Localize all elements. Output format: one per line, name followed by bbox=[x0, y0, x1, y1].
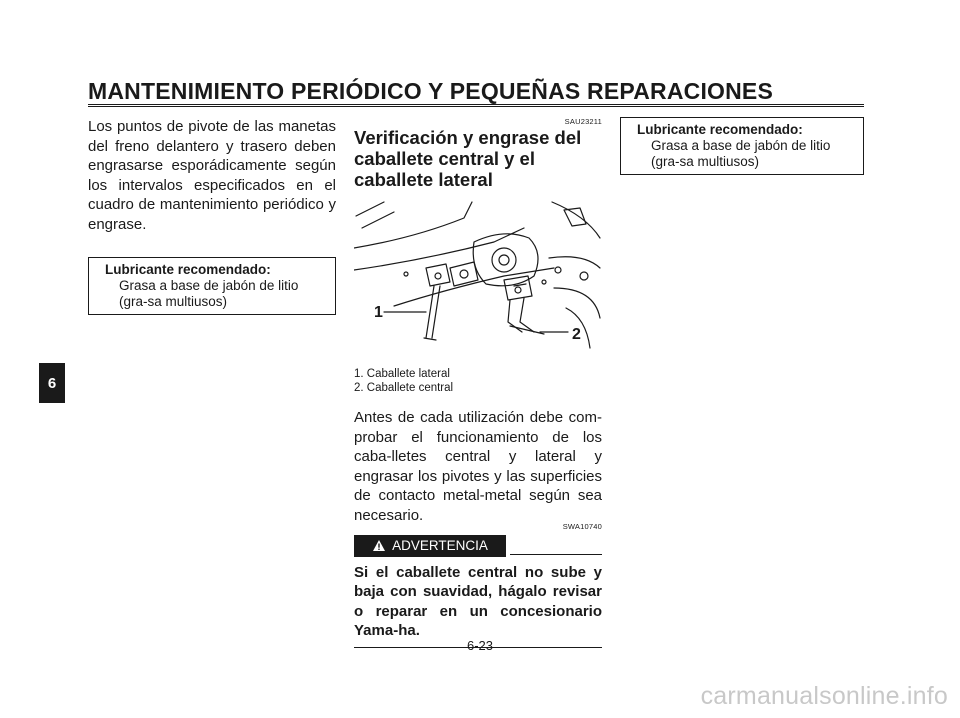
scooter-stand-drawing bbox=[354, 198, 602, 368]
lubricant-box bbox=[88, 257, 336, 315]
caption-1: 1. Caballete lateral bbox=[354, 368, 450, 380]
warning-badge bbox=[354, 535, 506, 557]
column-2 bbox=[354, 117, 602, 648]
header-rule bbox=[88, 104, 864, 107]
column-3 bbox=[620, 117, 864, 175]
lubricant-text-2: Grasa a base de jabón de litio (gra-sa multiusos) bbox=[651, 138, 831, 169]
stand-paragraph: Antes de cada utilización debe com-probar el funcionamiento de los caba-lletes central y lateral y engrasar los pivotes y las superficies de contacto metal-metal según sea necesario. bbox=[354, 409, 602, 524]
lubricant-text: Grasa a base de jabón de litio (gra-sa multiusos) bbox=[119, 277, 299, 309]
lubricant-title-2: Lubricante recomendado: bbox=[637, 122, 803, 137]
page-number: 6-23 bbox=[466, 638, 494, 653]
section-code: SAU23211 bbox=[564, 117, 602, 126]
warning-code: SWA10740 bbox=[562, 521, 602, 531]
figure-label-2: 2 bbox=[572, 326, 581, 343]
warning-header bbox=[354, 535, 602, 557]
lubricant-box-2 bbox=[620, 117, 864, 175]
lubricant-title: Lubricante recomendado: bbox=[105, 261, 271, 277]
warning-text: Si el caballete central no sube y baja con suavidad, hágalo revisar o reparar en un concesionario Yama-ha. bbox=[354, 563, 602, 648]
warning-label: ADVERTENCIA bbox=[392, 538, 488, 554]
page-header-title: MANTENIMIENTO PERIÓDICO Y PEQUEÑAS REPARACIONES bbox=[88, 78, 774, 104]
figure-label-1: 1 bbox=[374, 304, 383, 321]
warning-rule bbox=[510, 554, 602, 555]
section-title: Verificación y engrase del caballete central y el caballete lateral bbox=[354, 127, 582, 190]
caption-2: 2. Caballete central bbox=[354, 381, 454, 394]
chapter-tab bbox=[39, 363, 65, 403]
figure-captions bbox=[354, 368, 602, 395]
column-1 bbox=[88, 117, 336, 315]
warning-triangle-icon bbox=[372, 539, 386, 552]
stand-illustration bbox=[354, 198, 602, 368]
chapter-tab-label: 6 bbox=[47, 374, 57, 392]
pivot-paragraph: Los puntos de pivote de las manetas del freno delantero y trasero deben engrasarse esporádicamente según los intervalos especificados en el cuadro de mantenimiento periódico y engrase. bbox=[88, 118, 336, 233]
watermark: carmanualsonline.info bbox=[700, 682, 948, 710]
